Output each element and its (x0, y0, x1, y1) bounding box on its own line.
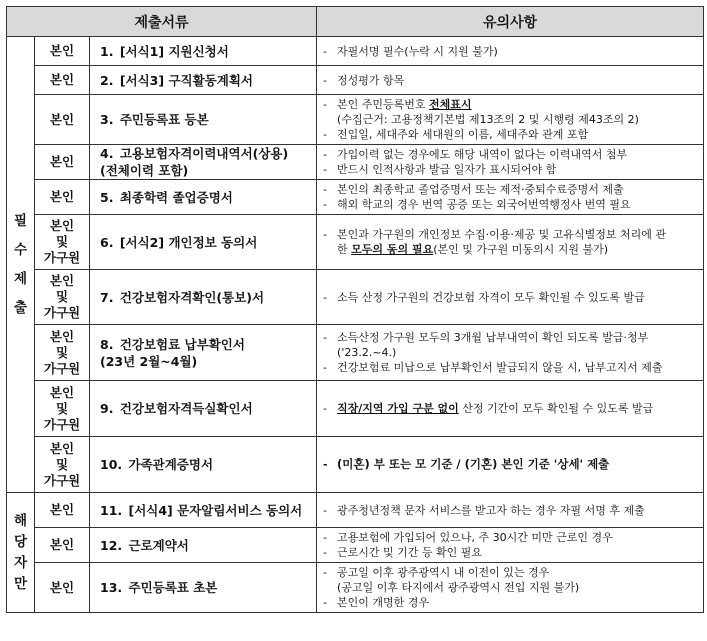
submitter-cell: 본인 및 가구원 (35, 270, 90, 325)
notes-cell (317, 145, 704, 180)
bullet-dash: - (323, 148, 328, 161)
submitter-cell: 본인 및 가구원 (35, 437, 90, 493)
bullet-dash: - (323, 163, 328, 176)
document-name (90, 437, 317, 493)
note-text: (공고일 이후 타지에서 광주광역시 전입 지원 불가) (337, 581, 580, 594)
submitter-cell: 본인 및 가구원 (35, 325, 90, 381)
bullet-dash: - (323, 98, 328, 111)
notes-cell (317, 493, 704, 528)
document-title: 가족관계증명서 (128, 457, 214, 472)
header-documents: 제출서류 (7, 7, 317, 37)
note-line (323, 127, 699, 142)
notes-cell (317, 270, 704, 325)
document-number: 9. (100, 401, 118, 416)
document-number: 7. (100, 289, 118, 305)
document-name (90, 215, 317, 270)
group-label-required: 필 수 제 출 (7, 37, 35, 493)
document-number: 10. (100, 457, 127, 472)
note-line (323, 565, 699, 580)
bullet-dash: - (323, 596, 328, 609)
notes-cell (317, 37, 704, 66)
document-name (90, 270, 317, 325)
note-line (323, 580, 699, 595)
document-number: 5. (100, 189, 118, 205)
note-line (323, 503, 699, 518)
table-header-row (7, 7, 704, 37)
bullet-dash: - (323, 546, 328, 559)
note-line (323, 401, 699, 416)
document-title: [서식2] 개인정보 동의서 (119, 234, 258, 250)
note-text: (수집근거: 고용정책기본법 제13조의 2 및 시행령 제43조의 2) (337, 113, 639, 126)
note-line (323, 97, 699, 112)
document-number: 2. (100, 72, 118, 88)
note-line (323, 162, 699, 177)
document-title: 건강보험자격확인(통보)서 (119, 289, 265, 305)
document-number: 1. (100, 43, 118, 59)
note-line (323, 595, 699, 610)
document-name (90, 145, 317, 180)
note-text: 직장/지역 가입 구분 없이 산정 기간이 모두 확인될 수 있도록 발급 (337, 402, 654, 415)
document-title: 주민등록표 초본 (128, 580, 218, 595)
note-line (323, 112, 699, 127)
document-title: 근로계약서 (128, 537, 189, 553)
submitter-cell: 본인 (35, 66, 90, 95)
submitter-cell: 본인 (35, 180, 90, 215)
submitter-cell: 본인 (35, 145, 90, 180)
bullet-dash: - (323, 503, 328, 517)
notes-cell (317, 563, 704, 613)
document-name (90, 66, 317, 95)
document-name (90, 493, 317, 528)
submitter-cell: 본인 및 가구원 (35, 381, 90, 437)
bullet-dash: - (323, 361, 328, 374)
document-title: 고용보험자격이력내역서(상용) (119, 146, 289, 161)
document-title: [서식4] 문자알림서비스 동의서 (128, 502, 303, 518)
note-text: 정성평가 항목 (337, 73, 405, 87)
bullet-dash: - (323, 198, 328, 211)
document-name (90, 180, 317, 215)
document-name (90, 95, 317, 145)
document-name (90, 528, 317, 563)
note-line (323, 290, 699, 305)
note-line (323, 360, 699, 375)
bullet-dash: - (323, 290, 328, 304)
note-text: (미혼) 부 또는 모 기준 / (기혼) 본인 기준 '상세' 제출 (337, 457, 610, 471)
table-row (7, 437, 704, 493)
notes-cell (317, 66, 704, 95)
document-name (90, 325, 317, 381)
note-text: 한 모두의 동의 필요(본인 및 가구원 미동의시 지원 불가) (337, 243, 609, 256)
document-number: 12. (100, 537, 127, 553)
bullet-dash: - (323, 331, 328, 344)
note-line (323, 530, 699, 545)
table-row (7, 66, 704, 95)
note-text: 전입일, 세대주와 세대원의 이름, 세대주와 관계 포함 (337, 128, 589, 141)
document-number: 6. (100, 234, 118, 250)
note-line (323, 227, 699, 242)
note-line (323, 545, 699, 560)
document-name (90, 37, 317, 66)
table-row (7, 37, 704, 66)
note-line (323, 345, 699, 360)
table-row (7, 563, 704, 613)
notes-cell (317, 437, 704, 493)
note-text: ('23.2.~4.) (337, 346, 397, 359)
notes-cell (317, 325, 704, 381)
note-text: 반드시 인적사항과 발급 일자가 표시되어야 함 (337, 163, 557, 176)
note-emphasis: 모두의 동의 필요 (351, 243, 434, 256)
note-line (323, 197, 699, 212)
note-text: 소득 산정 가구원의 건강보험 자격이 모두 확인될 수 있도록 발급 (337, 290, 645, 304)
document-number: 11. (100, 502, 127, 518)
notes-cell (317, 528, 704, 563)
table-row (7, 270, 704, 325)
table-row (7, 325, 704, 381)
table-row (7, 528, 704, 563)
submitter-cell: 본인 (35, 563, 90, 613)
submitter-cell: 본인 (35, 493, 90, 528)
document-name (90, 563, 317, 613)
note-text: 본인의 최종학교 졸업증명서 또는 제적·중퇴수료증명서 제출 (337, 183, 624, 196)
submitter-cell: 본인 및 가구원 (35, 215, 90, 270)
bullet-dash: - (323, 458, 328, 471)
bullet-dash: - (323, 44, 328, 58)
submitter-cell: 본인 (35, 95, 90, 145)
document-title: 주민등록표 등본 (119, 112, 209, 127)
table-row (7, 180, 704, 215)
note-line (323, 73, 699, 88)
bullet-dash: - (323, 73, 328, 87)
document-number: 4. (100, 146, 118, 161)
bullet-dash: - (323, 128, 328, 141)
document-number: 13. (100, 580, 127, 595)
document-title: 최종학력 졸업증명서 (119, 189, 233, 205)
note-text: 고용보험에 가입되어 있으나, 주 30시간 미만 근로인 경우 (337, 531, 613, 544)
required-documents-table (6, 6, 704, 613)
table-row (7, 215, 704, 270)
table-row (7, 381, 704, 437)
document-title: 건강보험자격득실확인서 (119, 401, 253, 416)
bullet-dash: - (323, 402, 328, 415)
document-title: 건강보험료 납부확인서 (119, 336, 245, 352)
table-row (7, 95, 704, 145)
submitter-cell: 본인 (35, 528, 90, 563)
submitter-cell: 본인 (35, 37, 90, 66)
bullet-dash: - (323, 228, 328, 241)
notes-cell (317, 381, 704, 437)
bullet-dash: - (323, 566, 328, 579)
group-label-applicable: 해 당 자 만 (7, 493, 35, 613)
notes-cell (317, 215, 704, 270)
document-subtitle: (23년 2월~4월) (100, 353, 198, 369)
note-text: 자필서명 필수(누락 시 지원 불가) (337, 44, 498, 58)
document-name (90, 381, 317, 437)
note-text: 공고일 이후 광주광역시 내 이전이 있는 경우 (337, 566, 550, 579)
document-number: 3. (100, 112, 118, 127)
notes-cell (317, 180, 704, 215)
note-line (323, 44, 699, 59)
notes-cell (317, 95, 704, 145)
note-text: 근로시간 및 기간 등 확인 필요 (337, 546, 483, 559)
note-text: 본인 주민등록번호 전체표시 (337, 98, 472, 111)
note-text: 건강보험료 미납으로 납부확인서 발급되지 않을 시, 납부고지서 제출 (337, 361, 663, 374)
note-text: 광주청년정책 문자 서비스를 받고자 하는 경우 자필 서명 후 제출 (337, 503, 645, 517)
document-number: 8. (100, 336, 118, 352)
note-text: 소득산정 가구원 모두의 3개월 납부내역이 확인 되도록 발급·청부 (337, 331, 649, 344)
table-row (7, 145, 704, 180)
document-title: [서식1] 지원신청서 (119, 43, 229, 59)
header-notes: 유의사항 (317, 7, 704, 37)
note-text: 본인과 가구원의 개인정보 수집·이용·제공 및 고유식별정보 처리에 관 (337, 228, 667, 241)
note-line (323, 457, 699, 472)
note-emphasis: 직장/지역 가입 구분 없이 (337, 402, 459, 415)
note-line (323, 242, 699, 257)
table-row (7, 493, 704, 528)
bullet-dash: - (323, 183, 328, 196)
note-text: 해외 학교의 경우 번역 공증 또는 외국어번역행정사 번역 필요 (337, 198, 631, 211)
note-line (323, 182, 699, 197)
document-title: [서식3] 구직활동계획서 (119, 72, 253, 88)
note-line (323, 330, 699, 345)
note-emphasis: 전체표시 (429, 98, 472, 111)
document-subtitle: (전체이력 포함) (100, 163, 189, 178)
note-text: 본인이 개명한 경우 (337, 596, 430, 609)
note-line (323, 147, 699, 162)
note-text: 가입이력 없는 경우에도 해당 내역이 없다는 이력내역서 첨부 (337, 148, 628, 161)
bullet-dash: - (323, 531, 328, 544)
